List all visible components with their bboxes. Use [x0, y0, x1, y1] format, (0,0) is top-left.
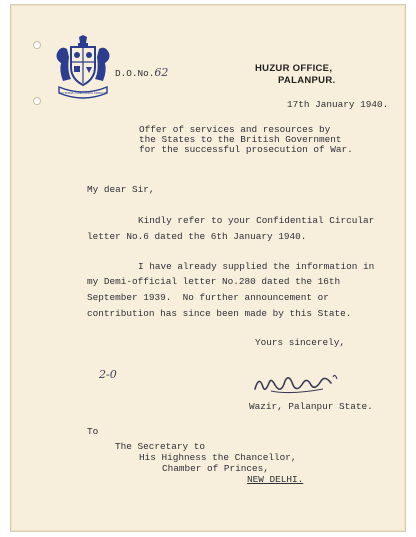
reference-number: [115, 67, 168, 79]
paragraph-line: contribution has since been made by this State.: [87, 308, 352, 319]
paragraph-line: I have already supplied the information in: [138, 261, 375, 272]
to-label: To: [87, 426, 99, 437]
paragraph-line: letter No.6 dated the 6th January 1940.: [87, 231, 307, 242]
letter-sheet: [10, 4, 406, 532]
margin-note: 2-0: [99, 368, 117, 381]
subject-line: Offer of services and resources by: [139, 124, 331, 135]
address-line: Chamber of Princes,: [162, 463, 269, 474]
signature-icon: [251, 369, 341, 399]
paragraph-line: September 1939. No further announcement or: [87, 292, 329, 303]
paragraph-line: my Demi-official letter No.280 dated the 16th: [87, 276, 341, 287]
office-name: HUZUR OFFICE,: [255, 63, 333, 74]
letter-date: 17th January 1940.: [287, 99, 389, 110]
address-city: NEW DELHI.: [247, 474, 304, 485]
salutation: My dear Sir,: [87, 184, 155, 195]
reference-prefix: D.O.No.: [115, 68, 155, 79]
address-line: His Highness the Chancellor,: [139, 452, 297, 463]
punch-hole-top: [33, 41, 41, 49]
palanpur-crest-icon: [53, 35, 113, 101]
subject-line: for the successful prosecution of War.: [139, 144, 353, 155]
address-line: The Secretary to: [115, 441, 206, 452]
punch-hole-bottom: [33, 97, 41, 105]
office-place: PALANPUR.: [278, 75, 336, 86]
paragraph-line: Kindly refer to your Confidential Circular: [138, 215, 375, 226]
closing: Yours sincerely,: [255, 337, 346, 348]
signatory-title: Wazir, Palanpur State.: [249, 401, 373, 412]
subject-line: the States to the British Government: [139, 134, 342, 145]
crest-motto: VICTORIA CONCORDIA CRESCIT: [59, 91, 107, 95]
reference-handwritten-number: 62: [154, 66, 169, 79]
